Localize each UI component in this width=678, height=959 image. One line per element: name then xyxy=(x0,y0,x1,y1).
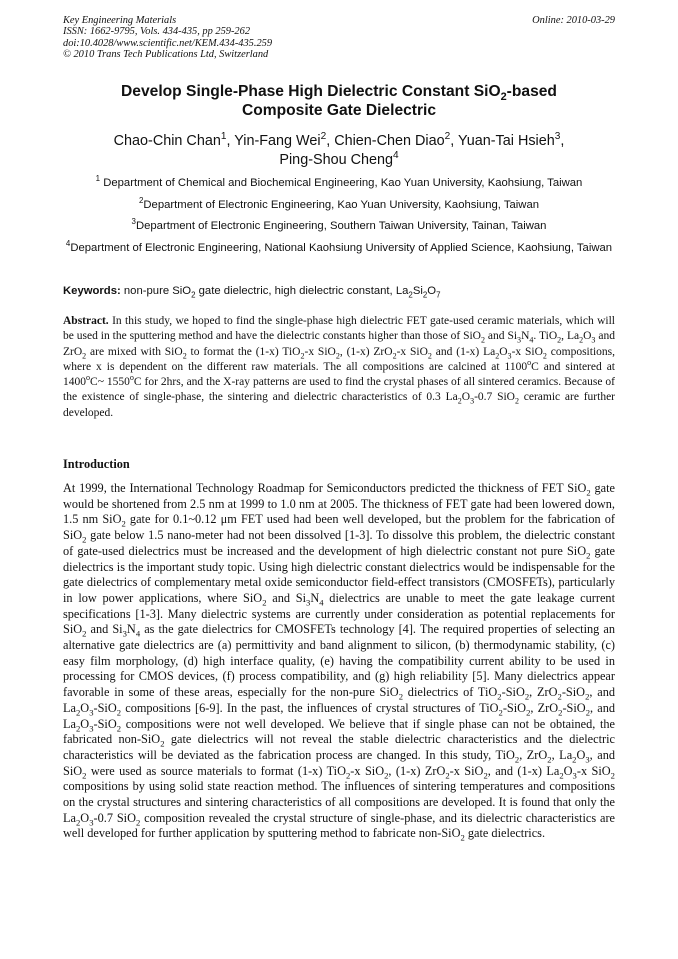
affiliation-1: $^1$ Department of Chemical and Biochemical Engineering, Kao Yuan University, Kaohsiung, Taiwan xyxy=(95,174,583,189)
author-list xyxy=(63,132,615,170)
author-name: Chao-Chin Chan xyxy=(113,133,221,149)
abstract-label: Abstract. xyxy=(63,315,109,327)
journal-header xyxy=(63,15,615,61)
authors-line-2: Ping-Shou Cheng$^4$ xyxy=(279,150,399,168)
author-name: Yin-Fang Wei xyxy=(234,133,321,149)
title-line-2: Composite Gate Dielectric xyxy=(241,102,437,119)
affiliations xyxy=(63,176,615,262)
affiliation-3: $^3$Department of Electronic Engineering, Southern Taiwan University, Tainan, Taiwan xyxy=(131,217,547,233)
paper-title xyxy=(63,82,615,120)
affiliation-4: $^4$Department of Electronic Engineering, National Kaohsiung University of Applied Science, Kaohsiung, Taiwan xyxy=(65,239,613,254)
keywords xyxy=(63,285,615,300)
journal-name: Key Engineering Materials xyxy=(63,15,177,26)
abstract xyxy=(63,314,615,421)
introduction-text: At 1999, the International Technology Roadmap for Semiconductors predicted the thickness of FET SiO$_2$ gate would be shortened from 2.5 nm at 1999 to 1.0 nm at 2005. The thickness of FET gate had been lowered down, 1.5 nm SiO$_2$ gate for 0.1~0.12 μm FET used had been well developed, but the problem for the fabrication of SiO$_2$ gate below 1.5 nano-meter had not been dissolved [1-3]. To dissolve this problem, the dielectric constant of gate-used dielectrics must be increased and the development of high dielectric constant not pure SiO$_2$ gate dielectrics is the important study topic. Using high dielectric constant dielectrics would be indispensable for the gate dielectrics of complementary metal oxide semiconductor field-effect transistors (CMOSFETs), particularly in low power applications, where SiO$_2$ and $Si_3N_4$ dielectrics are unable to meet the gate leakage current specifications [1-3]. Many dielectric systems are currently under consideration as potential replacements for SiO$_2$ and $Si_3N_4$ as the gate dielectrics for CMOSFETs technology [4]. The required properties of selecting an alternative gate dielectrics are (a) permittivity and band alignment to silicon, (b) thermodynamic stability, (c) easy film morphology, (d) high interface quality, (e) having the compatibility current ability to be used in processing for CMOS devices, (f) process compatibility, and (g) high reliability [5]. Many dielectrics appear favorable in some of these areas, especially for the non-pure SiO$_2$ dielectrics of TiO$_2$-SiO$_2$, ZrO$_2$-SiO$_2$, and $La_2O_3-SiO_2$ compositions [6-9]. In the past, the influences of crystal structures of TiO$_2$-SiO$_2$, ZrO$_2$-SiO$_2$, and $La_2O_3-SiO_2$ compositions were not well developed. We believe that if single phase can not be obtained, the fabricated non-SiO$_2$ gate dielectrics will not reveal the stable dielectric characteristics and the dielectric characteristics will be deviated as the fabrication process are changed. In this study, TiO$_2$, ZrO$_2$, $La_2O_3$, and SiO$_2$ were used as source materials to format (1-x) TiO$_2$-x SiO$_2$, (1-x) ZrO$_2$-x SiO$_2$, and (1-x) $La_2O_3-x$ SiO$_2$ compositions by using solid state reaction method. The influences of sintering temperatures and compositions on the crystal structures and sintering characteristics of all compositions are developed. It is found that only the $La_2O_3-0.7$ SiO$_2$ composition revealed the crystal structure of single-phase, and its dielectric characteristics are well developed for further application by sputtering method to fabricate non-SiO$_2$ gate dielectrics. xyxy=(63,481,616,843)
online-date: Online: 2010-03-29 xyxy=(532,15,615,26)
author-name: Chien-Chen Diao xyxy=(334,133,445,149)
abstract-text: In this study, we hoped to find the single-phase high dielectric FET gate-used ceramic materials, which will be used in the sputtering method and have the dielectric constants higher than those of SiO$_2$ and $Si_3N_4$. TiO$_2$, $La_2O_3$ and ZrO$_2$ are mixed with SiO$_2$ to format the (1-x) TiO$_2$-x SiO$_2$, (1-x) ZrO$_2$-x SiO$_2$ and (1-x) $La_2O_3-x$ SiO$_2$ compositions, where x is dependent on the different raw materials. The all compositions are calcined at 1100$^o$C and sintered at 1400$^o$C~ 1550$^o$C for 2hrs, and the X-ray patterns are used to find the crystal phases of all sintered ceramics. Because of the existence of single-phase, the sintering and dielectric characteristics of 0.3 $La_2O_3-0.7$ SiO$_2$ ceramic are further developed. xyxy=(63,315,616,419)
author-name: Yuan-Tai Hsieh xyxy=(457,133,555,149)
journal-doi: doi:10.4028/www.scientific.net/KEM.434-435.259 xyxy=(63,37,273,49)
keywords-label: Keywords: xyxy=(63,285,121,297)
authors-line-1: Chao-Chin Chan$^1$, Yin-Fang Wei$^2$, Chien-Chen Diao$^2$, Yuan-Tai Hsieh$^3$, xyxy=(113,131,565,149)
author-name: Ping-Shou Cheng xyxy=(279,152,393,168)
journal-copyright: © 2010 Trans Tech Publications Ltd, Switzerland xyxy=(63,49,269,61)
keywords-text: non-pure SiO$_2$ gate dielectric, high dielectric constant, $La_2Si_2O_7$ xyxy=(120,285,441,300)
introduction-heading: Introduction xyxy=(63,457,130,471)
affiliation-2: $^2$Department of Electronic Engineering, Kao Yuan University, Kaohsiung, Taiwan xyxy=(138,195,540,211)
journal-issn: ISSN: 1662-9795, Vols. 434-435, pp 259-262 xyxy=(63,26,251,38)
title-line-1: Develop Single-Phase High Dielectric Constant SiO$_2$-based xyxy=(121,83,557,104)
